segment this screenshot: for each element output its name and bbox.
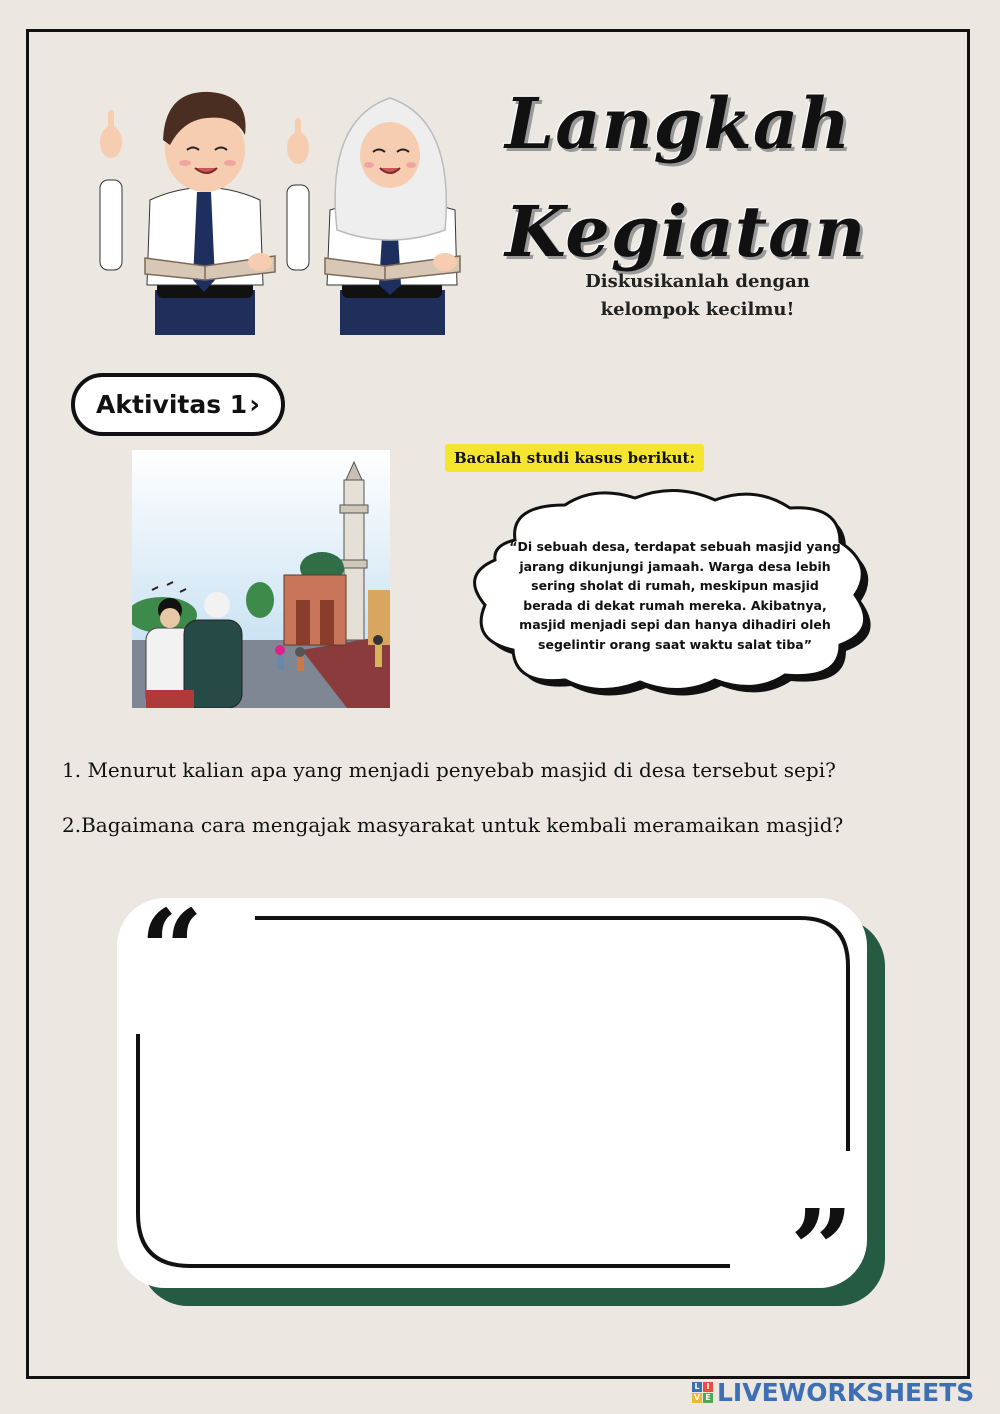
boy-figure bbox=[100, 92, 275, 335]
footer-brand[interactable] bbox=[692, 1378, 974, 1407]
chevron-right-icon: › bbox=[249, 389, 260, 420]
subtitle-line-1: Diskusikanlah dengan bbox=[585, 271, 810, 292]
title-line-2: Kegiatan bbox=[505, 190, 867, 273]
logo-letter: L bbox=[692, 1382, 702, 1392]
logo-letter: V bbox=[693, 1393, 701, 1402]
students-illustration bbox=[95, 80, 475, 335]
logo-letter: E bbox=[703, 1393, 713, 1403]
logo-letter: I bbox=[703, 1382, 713, 1392]
page-title bbox=[505, 70, 905, 286]
case-line: sering sholat di rumah, meskipun masjid bbox=[531, 578, 819, 593]
answer-box-panel bbox=[117, 898, 867, 1288]
quote-open-icon: “ bbox=[140, 885, 204, 1014]
activity-label: Aktivitas 1 bbox=[96, 390, 248, 419]
instruction-label: Bacalah studi kasus berikut: bbox=[445, 444, 704, 472]
case-line: segelintir orang saat waktu salat tiba” bbox=[538, 636, 812, 652]
case-line: berada di dekat rumah mereka. Akibatnya, bbox=[523, 597, 827, 613]
activity-badge bbox=[71, 373, 285, 436]
brand-name: LIVEWORKSHEETS bbox=[717, 1378, 975, 1407]
subtitle-line-2: kelompok kecilmu! bbox=[600, 299, 795, 320]
mosque-illustration bbox=[132, 450, 390, 708]
case-line: “Di sebuah desa, terdapat sebuah masjid yang bbox=[509, 539, 841, 554]
title-line-1: Langkah bbox=[505, 82, 852, 165]
question-1: 1. Menurut kalian apa yang menjadi penyebab masjid di desa tersebut sepi? bbox=[62, 758, 836, 782]
case-line: masjid menjadi sepi dan hanya dihadiri oleh bbox=[519, 617, 831, 632]
quote-close-icon: ” bbox=[790, 1185, 854, 1314]
girl-figure bbox=[287, 98, 460, 335]
answer-box[interactable] bbox=[115, 885, 890, 1314]
question-2: 2.Bagaimana cara mengajak masyarakat untuk kembali meramaikan masjid? bbox=[62, 813, 844, 837]
case-line: jarang dikunjungi jamaah. Warga desa lebih bbox=[519, 558, 831, 574]
subtitle bbox=[560, 268, 835, 324]
liveworksheets-logo-icon bbox=[692, 1382, 713, 1403]
case-study-text bbox=[505, 537, 845, 654]
